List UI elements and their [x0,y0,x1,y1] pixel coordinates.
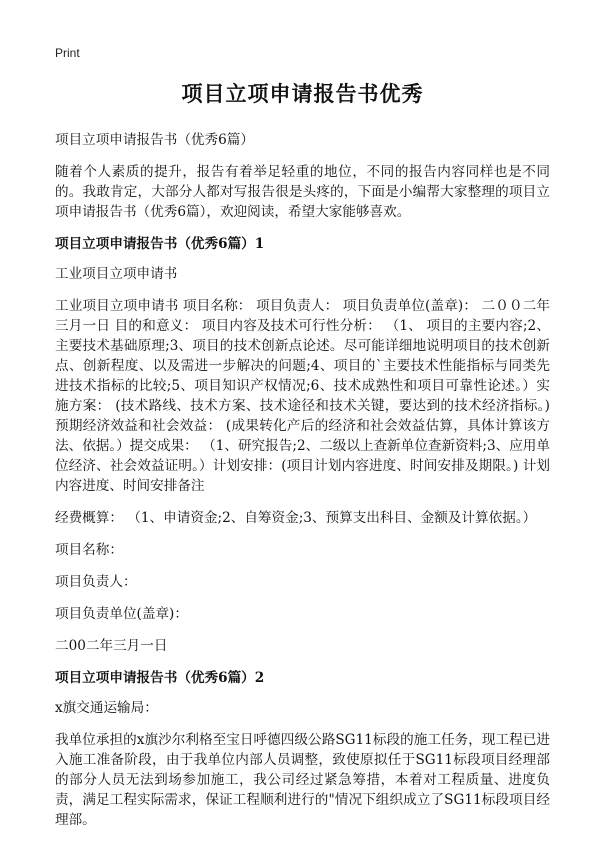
document-subtitle: 项目立项申请报告书（优秀6篇） [55,132,254,148]
section-heading-2: 项目立项申请报告书（优秀6篇）2 [55,670,265,686]
section-2-subheading: x旗交通运输局： [55,700,158,716]
budget-paragraph: 经费概算： （1、申请资金;2、自筹资金;3、预算支出科目、金额及计算依据。） [55,510,537,526]
field-project-name: 项目名称： [55,542,123,558]
intro-paragraph: 随着个人素质的提升，报告有着举足轻重的地位，不同的报告内容同样也是不同的。我敢肯定，大部分人都对写报告很是头疼的，下面是小编帮大家整理的项目立项申请报告书（优秀6篇），欢迎阅读，希望大家能够喜欢。 [55,164,550,220]
section-2-body: 我单位承担的x旗沙尔利格至宝日呼德四级公路SG11标段的施工任务，现工程已进入施工准备阶段，由于我单位内部人员调整，致使原拟任于SG11标段项目经理部的部分人员无法到场参加施工，我公司经过紧急筹措，本着对工程质量、进度负责，满足工程实际需求，保证工程顺利进行的"情况下组织成立了SG11标段项目经理部。 [55,732,550,828]
section-1-body: 工业项目立项申请书 项目名称： 项目负责人： 项目负责单位(盖章)： 二００二年三月一日 目的和意义： 项目内容及技术可行性分析： （1、 项目的主要内容;2、主要技术基础原理;3、项目的技术创新点论述。尽可能详细地说明项目的技术创新点、创新程度、以及需进一步解决的问题;4、项目的`主要技术性能指标与同类先进技术指标的比较;5、项目知识产权情况;6、技术成熟性和项目可靠性论述。）实施方案： (技术路线、技术方案、技术途径和技术关键，要达到的技术经济指标。) 预期经济效益和社会效益： (成果转化产后的经济和社会效益估算，具体计算该方法、依据。）提交成果： （1、研究报告;2、二级以上查新单位查新资料;3、应用单位经济、社会效益证明。）计划安排：(项目计划内容进度、时间安排及期限。) 计划内容进度、时间安排备注 [55,298,550,494]
document-body [55,72,550,842]
field-project-unit: 项目负责单位(盖章)： [55,606,188,622]
field-project-leader: 项目负责人： [55,574,137,590]
date-line: 二00二年三月一日 [55,638,168,654]
print-link[interactable]: Print [55,46,80,60]
section-heading-1: 项目立项申请报告书（优秀6篇）1 [55,236,265,252]
document-title: 项目立项申请报告书优秀 [181,81,424,106]
section-1-subheading: 工业项目立项申请书 [55,266,178,282]
